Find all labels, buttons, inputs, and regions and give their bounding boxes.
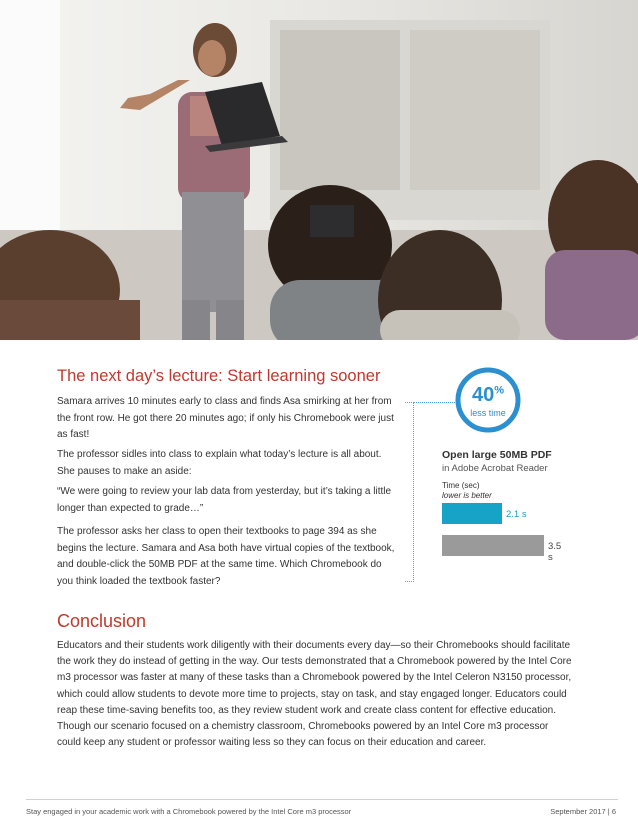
lecture-paragraph: The professor asks her class to open their textbooks to page 394 as she begins the lecture. Samara and Asa both have virtual copies of the textbook, and double-click the 50MB PDF at the same time. Which Chromebook do you think loaded the textbook faster? (57, 526, 395, 587)
chart-note: lower is better (442, 491, 492, 500)
badge-unit: % (494, 384, 505, 397)
bar-chart (442, 503, 562, 563)
conclusion-heading: Conclusion (57, 611, 147, 631)
chart-axis-label: Time (sec) (442, 481, 480, 490)
classroom-photo (0, 0, 638, 340)
lecture-quote: “We were going to review your lab data from yesterday, but it’s taking a little longer than expected to grade…” (57, 486, 392, 514)
percent-badge-label: less time (470, 408, 506, 418)
footer-divider (26, 799, 618, 800)
lecture-paragraph: Samara arrives 10 minutes early to class and finds Asa smirking at her from the front row. He got there 20 minutes ago; if only his Chromebook were just as fast! (57, 396, 394, 440)
callout-connector (413, 402, 455, 403)
footer-page-info: September 2017 | 6 (550, 807, 616, 816)
percent-badge-value (454, 384, 522, 407)
lecture-heading: The next day’s lecture: Start learning sooner (57, 367, 381, 385)
footer-title: Stay engaged in your academic work with a Chromebook powered by the Intel Core m3 processor (26, 807, 352, 816)
conclusion-text: Educators and their students work diligently with their documents every day—so their Chromebooks should facilitate the work they do instead of getting in the way. Our tests demonstrated that a Chromebook powered by the Intel Core m3 processor was faster at many of these tasks than a Chromebook powered by the Intel Celeron N3150 processor, which could allow students to devote more time to projects, stay on task, and stay engaged longer. Educators could reap these time-saving benefits too, as they review student work and create class content for effective education. Though our scenario focused on a chemistry classroom, Chromebooks powered by an Intel Core m3 processor could keep any student or professor waiting less so they can focus on their education and career. (57, 640, 572, 749)
callout-bracket (405, 402, 414, 582)
chart-bar (442, 535, 544, 556)
chart-bar-label: 2.1 s (506, 509, 527, 520)
chart-subtitle: in Adobe Acrobat Reader (442, 463, 548, 474)
lecture-paragraph: The professor sidles into class to explain what today’s lecture is all about. She pauses to make an aside: (57, 449, 382, 477)
classroom-illustration (0, 0, 638, 340)
chart-bar-label: 3.5 s (548, 541, 562, 563)
badge-value: 40 (471, 384, 495, 406)
chart-bar (442, 503, 502, 524)
chart-title: Open large 50MB PDF (442, 449, 552, 461)
